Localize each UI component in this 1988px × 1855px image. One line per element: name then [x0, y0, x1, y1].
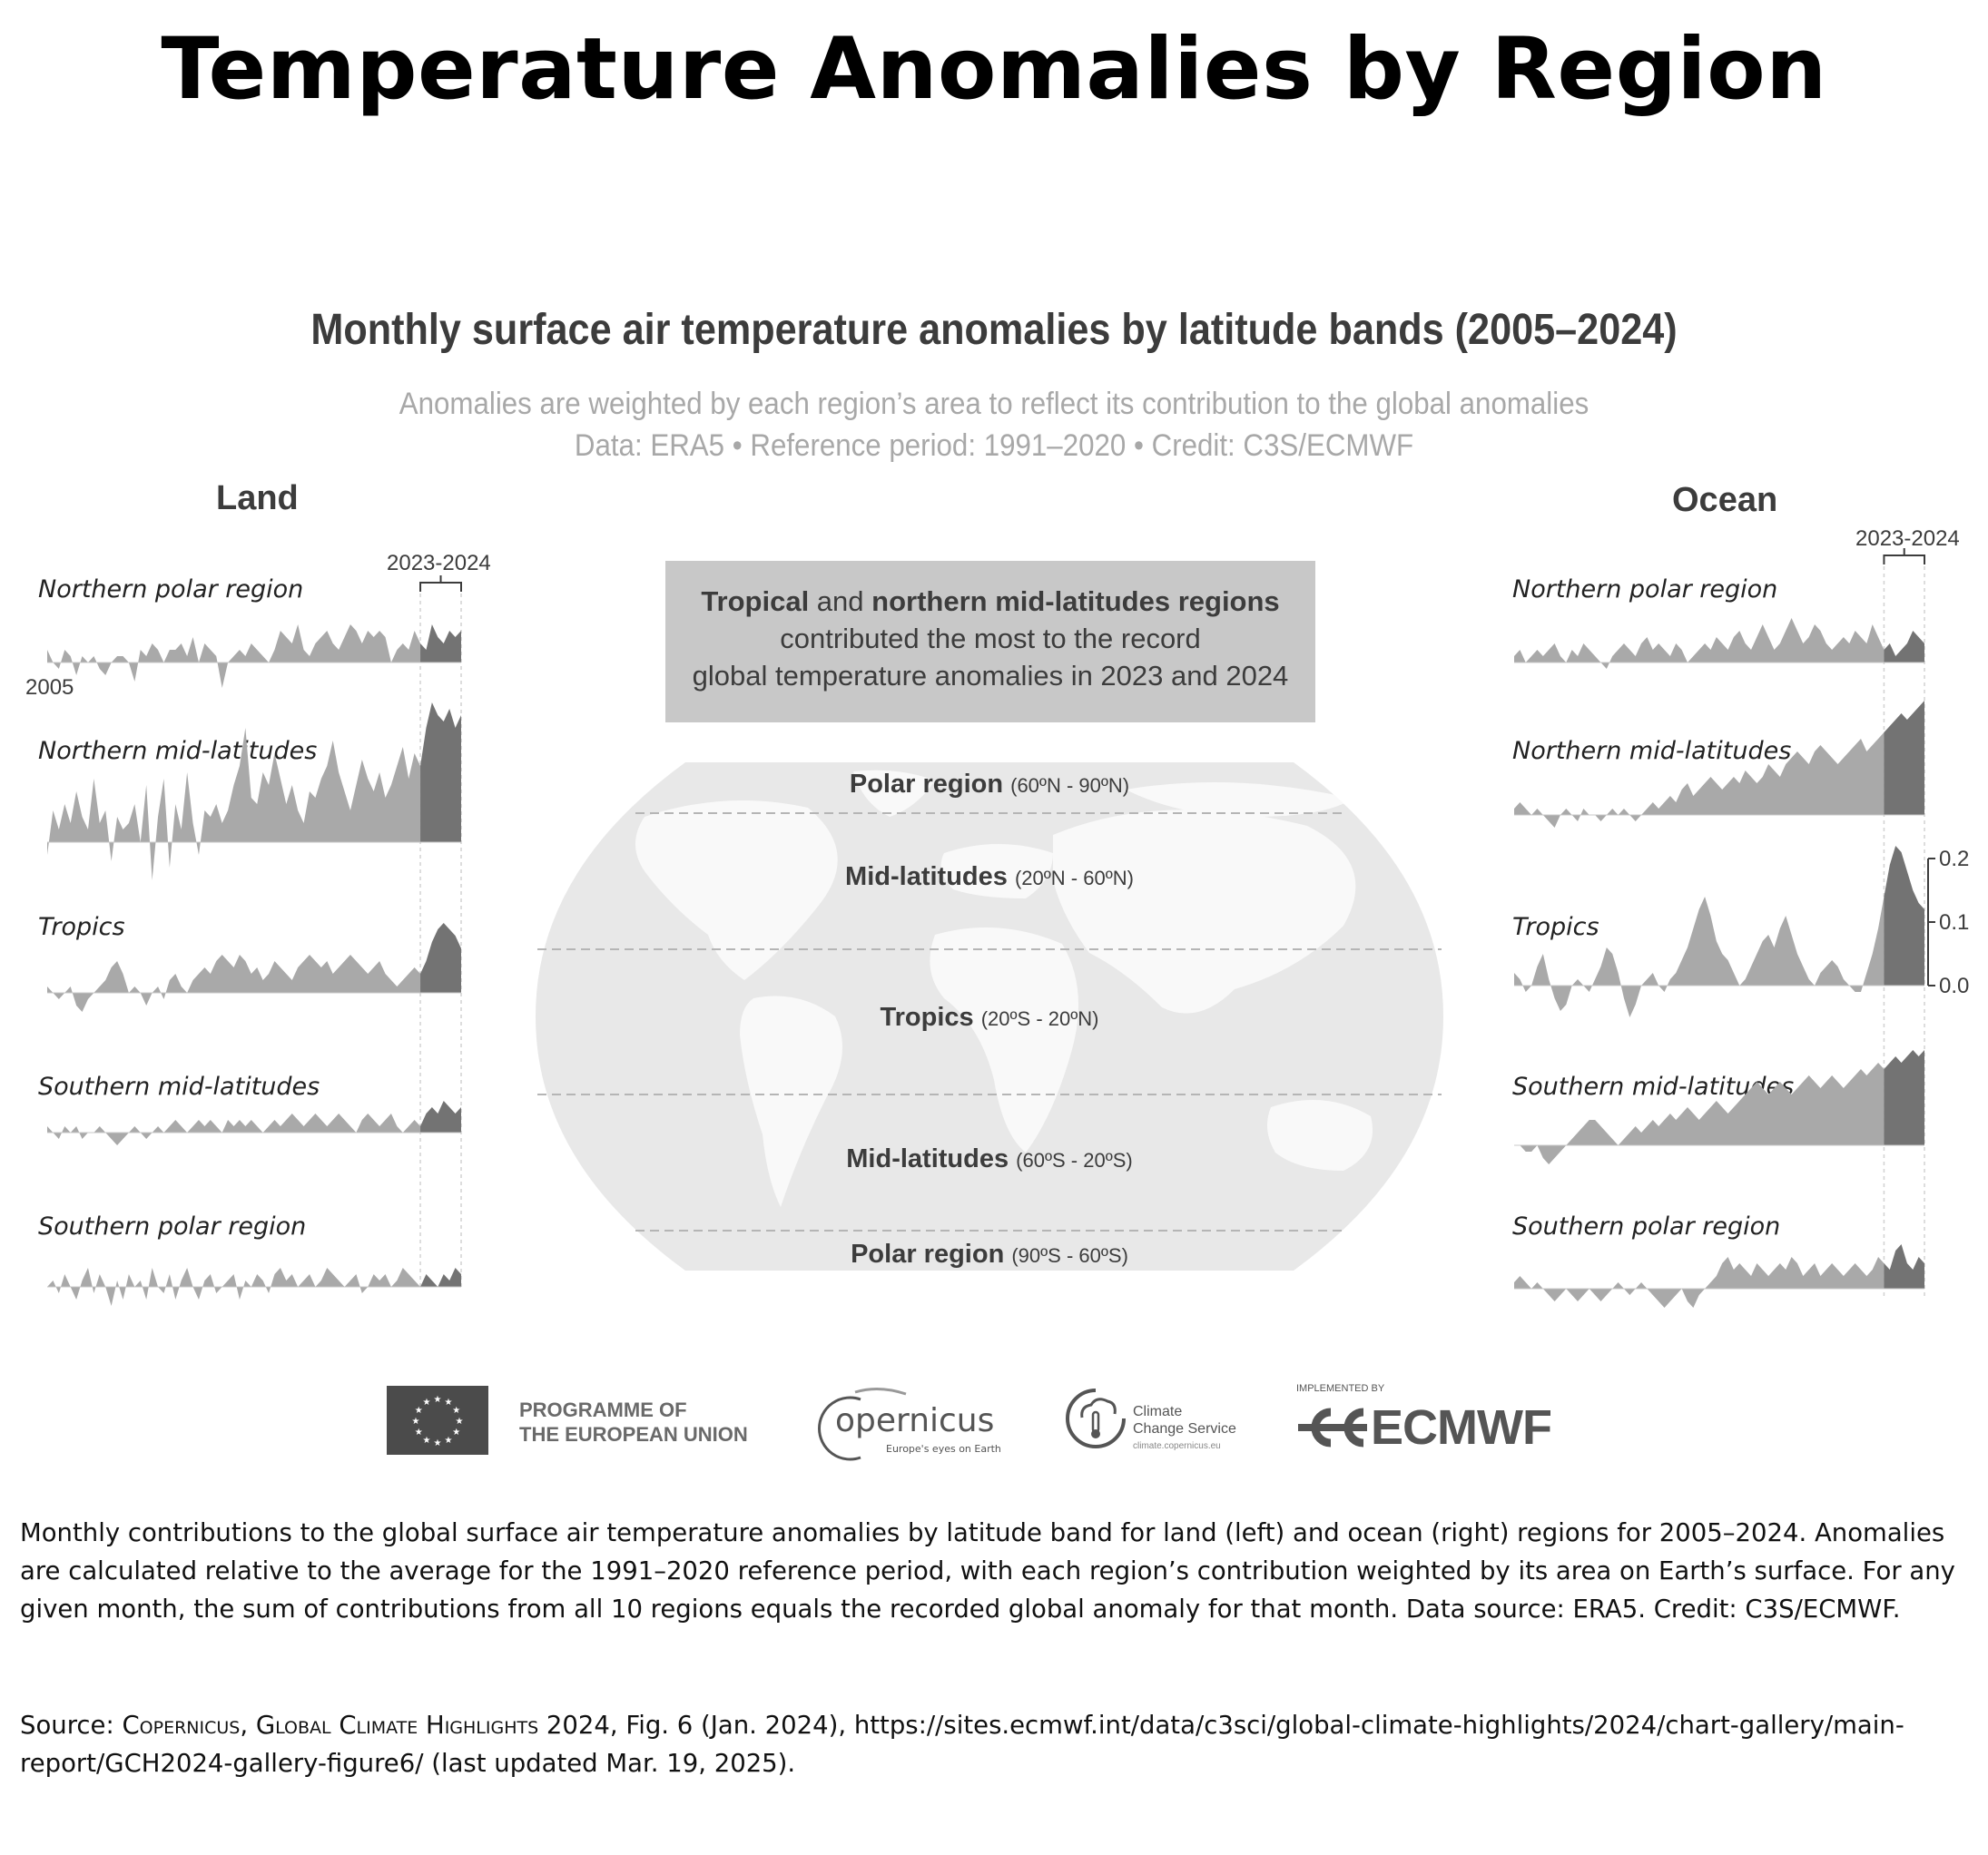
source-publication: Global Climate Highlights [255, 1711, 539, 1740]
source-sep: , [240, 1711, 256, 1740]
band-label-south-mid [536, 1144, 1443, 1174]
region-label: Southern mid-latitudes [1512, 1073, 1795, 1101]
y-tick-label: 0.2 [1939, 847, 1970, 871]
region-label: Northern mid-latitudes [38, 737, 318, 765]
region-label: Northern polar region [38, 575, 304, 604]
callout-bold-1: Tropical [701, 585, 810, 617]
eu-star: ★ [414, 1428, 423, 1438]
band-range: (60ºN - 90ºN) [1010, 774, 1130, 797]
eu-star: ★ [414, 1406, 423, 1416]
region-label: Tropics [1512, 913, 1599, 941]
y-tick-label: 0.1 [1939, 910, 1970, 935]
eu-line-1: PROGRAMME OF [519, 1399, 687, 1421]
series-area-highlight [1884, 701, 1924, 815]
callout-line-2: contributed the most to the record [780, 623, 1201, 654]
y-tick-label: 0.0 [1939, 974, 1970, 998]
source-prefix: Source: [20, 1711, 123, 1740]
band-label-tropics [536, 1003, 1443, 1033]
series-area-highlight [420, 1268, 461, 1287]
ocean-charts [1489, 517, 1988, 1325]
region-label: Southern polar region [38, 1212, 307, 1241]
callout-bold-2: northern mid-latitudes regions [871, 585, 1280, 617]
band-name: Polar region [851, 1240, 1005, 1269]
copernicus-wordmark: opernicus [835, 1402, 995, 1439]
climate-change-service-icon [1062, 1385, 1129, 1452]
eu-star: ★ [444, 1398, 453, 1408]
ecmwf-logo-icon [1294, 1407, 1371, 1448]
band-name: Polar region [849, 770, 1004, 799]
band-range: (60ºS - 20ºS) [1016, 1149, 1133, 1172]
band-range: (20ºS - 20ºN) [980, 1007, 1099, 1030]
chart-data-credit: Data: ERA5 • Reference period: 1991–2020 • Credit: C3S/ECMWF [574, 428, 1414, 463]
series-area-highlight [1884, 1050, 1924, 1145]
source-citation [20, 1706, 1972, 1782]
land-header: Land [216, 479, 299, 517]
region-label: Southern mid-latitudes [38, 1073, 320, 1101]
series-area [1514, 618, 1884, 669]
region-label: Northern polar region [1512, 575, 1778, 604]
eu-programme-text [519, 1398, 748, 1447]
region-label: Tropics [38, 913, 125, 941]
series-area [47, 955, 420, 1012]
eu-line-2: THE EUROPEAN UNION [519, 1423, 748, 1446]
page-title: Temperature Anomalies by Region [161, 20, 1827, 119]
series-area-highlight [420, 624, 461, 662]
region-label: Southern polar region [1512, 1212, 1781, 1241]
series-area-highlight [420, 1101, 461, 1133]
eu-star: ★ [452, 1428, 461, 1438]
c3s-line-1: Climate [1133, 1404, 1183, 1419]
callout-text-1: and [809, 585, 872, 617]
band-label-north-mid [536, 862, 1443, 892]
eu-star: ★ [422, 1435, 431, 1446]
source-org: Copernicus [122, 1711, 241, 1740]
eu-star: ★ [444, 1435, 453, 1446]
band-range: (90ºS - 60ºS) [1011, 1244, 1128, 1267]
c3s-url: climate.copernicus.eu [1133, 1441, 1221, 1451]
start-year-label: 2005 [25, 675, 74, 700]
c3s-line-2: Change Service [1133, 1421, 1236, 1437]
region-label: Northern mid-latitudes [1512, 737, 1792, 765]
series-area-highlight [1884, 631, 1924, 662]
eu-stars-icon [387, 1386, 488, 1455]
eu-star: ★ [433, 1438, 442, 1448]
land-highlight-label: 2023-2024 [387, 551, 491, 575]
series-area [47, 624, 420, 688]
eu-star: ★ [455, 1417, 464, 1427]
series-area [1514, 1257, 1884, 1308]
eu-star: ★ [411, 1417, 420, 1427]
source-rest: 2024, Fig. 6 (Jan. 2024), https://sites.ecmwf.int/data/c3sci/global-climate-highlights/2024/chart-gallery/main-report/GCH2024-gallery-figure6/ (last updated Mar. 19, 2025). [20, 1711, 1904, 1778]
ecmwf-implemented-by: IMPLEMENTED BY [1296, 1383, 1385, 1394]
eu-flag-logo [387, 1386, 488, 1455]
series-area-highlight [420, 923, 461, 993]
copernicus-tagline: Europe's eyes on Earth [886, 1443, 1001, 1455]
eu-star: ★ [433, 1395, 442, 1405]
band-name: Mid-latitudes [846, 1144, 1009, 1173]
band-label-north-polar [536, 770, 1443, 800]
series-area-highlight [1884, 1244, 1924, 1289]
callout-box [665, 561, 1315, 722]
highlight-bracket [1884, 548, 1924, 564]
c3s-text [1133, 1403, 1236, 1438]
ecmwf-wordmark: ECMWF [1371, 1400, 1551, 1455]
callout-line-3: global temperature anomalies in 2023 and 2024 [692, 660, 1289, 692]
band-name: Mid-latitudes [845, 862, 1008, 891]
band-range: (20ºN - 60ºN) [1014, 867, 1134, 889]
band-label-south-polar [536, 1240, 1443, 1270]
band-name: Tropics [880, 1003, 974, 1032]
ocean-header: Ocean [1672, 481, 1778, 519]
chart-subtitle: Anomalies are weighted by each region’s area to reflect its contribution to the global anomalies [399, 387, 1589, 421]
ocean-highlight-label: 2023-2024 [1855, 526, 1960, 551]
series-area [47, 1114, 420, 1145]
chart-title: Monthly surface air temperature anomalies by latitude bands (2005–2024) [310, 306, 1678, 354]
land-charts [0, 545, 508, 1325]
eu-star: ★ [422, 1398, 431, 1408]
series-area-highlight [1884, 846, 1924, 986]
eu-star: ★ [452, 1406, 461, 1416]
figure-caption: Monthly contributions to the global surface air temperature anomalies by latitude band for land (left) and ocean (right) regions for 2005–2024. Anomalies are calculated relative to the average for the 1991–2020 reference period, with each region’s contribution weighted by its area on Earth’s surface. For any given month, the sum of contributions from all 10 regions equals the recorded global anomaly for that month. Data source: ERA5. Credit: C3S/ECMWF. [20, 1518, 1955, 1624]
series-area-highlight [420, 702, 461, 842]
callout-line-1 [665, 583, 1315, 620]
highlight-bracket [420, 575, 461, 592]
